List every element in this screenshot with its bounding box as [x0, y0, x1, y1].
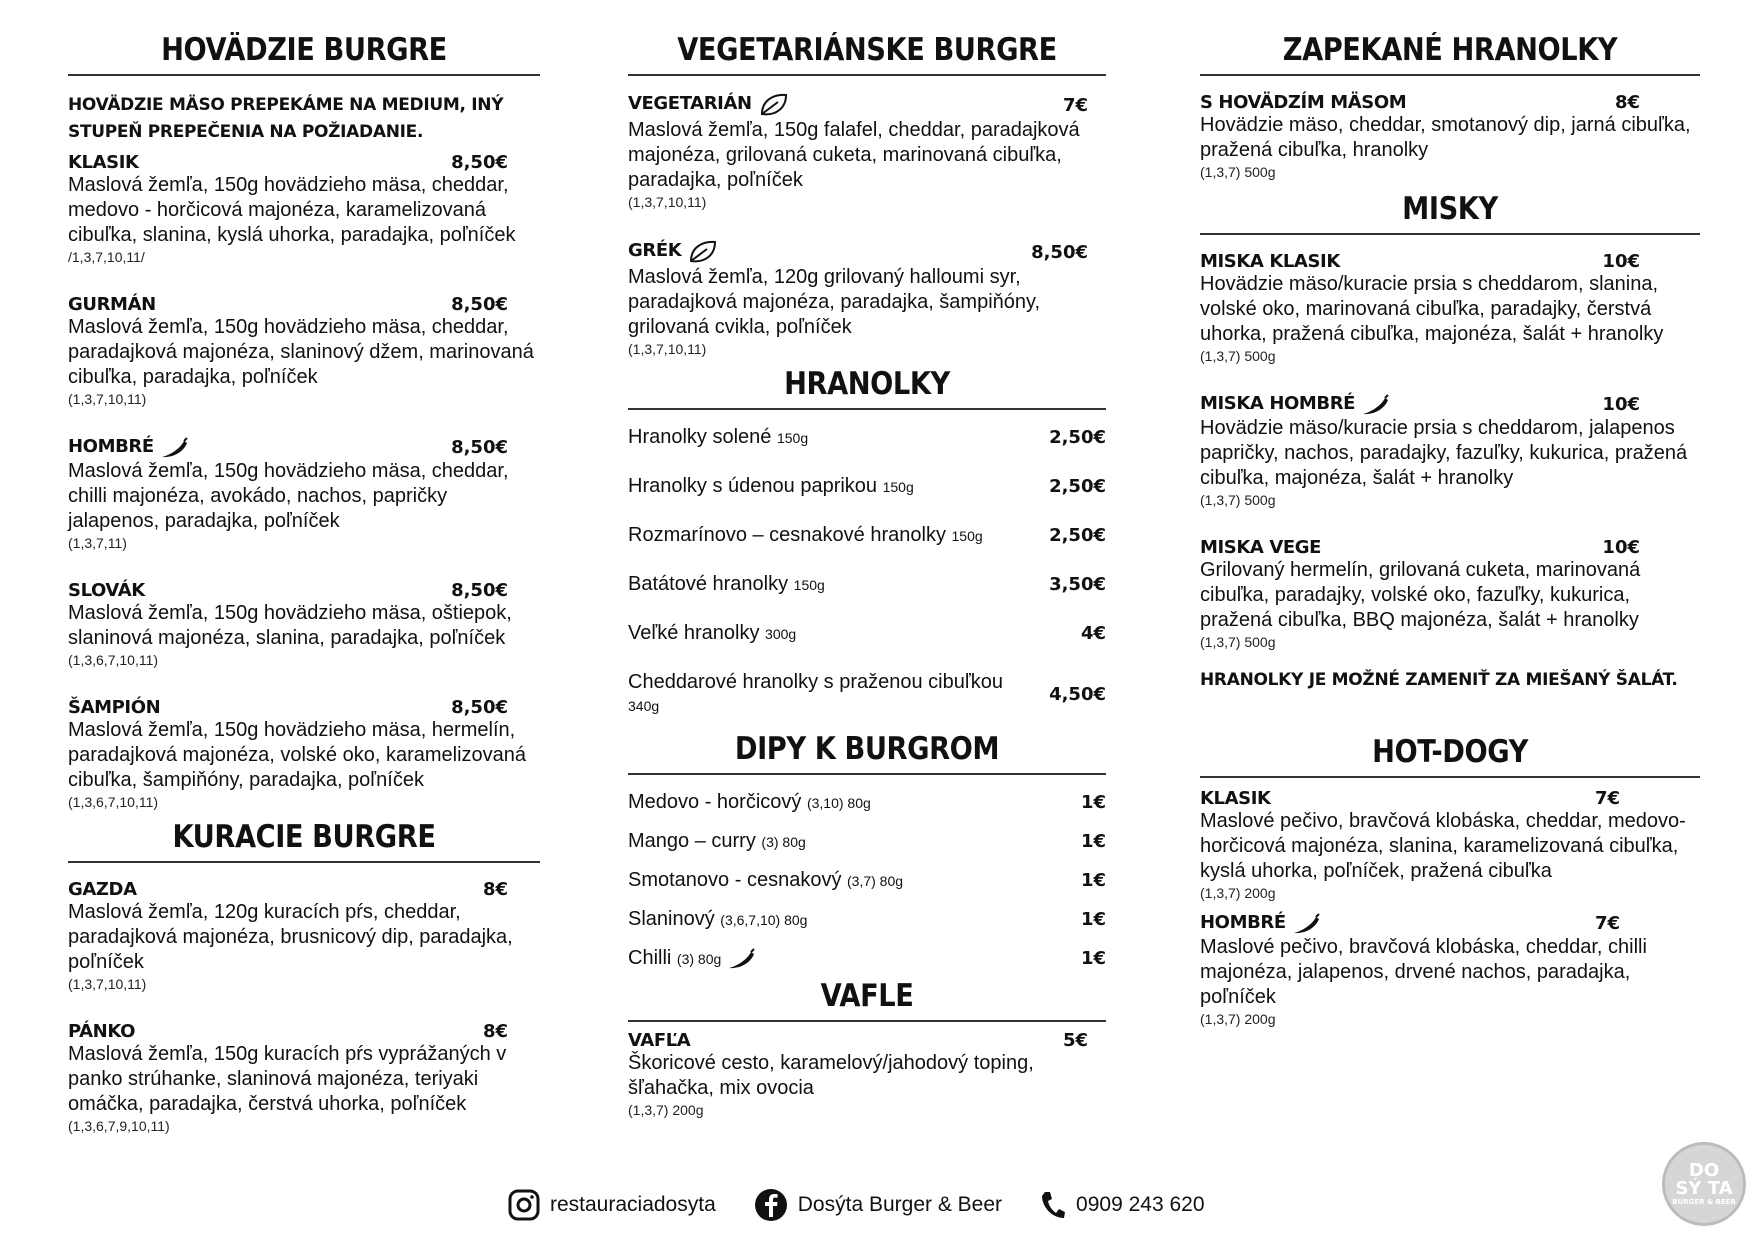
- item-price: 8,50€: [1031, 241, 1088, 263]
- bowls-note: HRANOLKY JE MOŽNÉ ZAMENIŤ ZA MIEŠANÝ ŠALÁT.: [1200, 669, 1678, 690]
- item-allergens: (1,3,7,11): [68, 534, 127, 551]
- divider: [1200, 776, 1700, 778]
- baked-title: ZAPEKANÉ HRANOLKY: [1282, 32, 1618, 68]
- dip-row: [628, 908, 1106, 931]
- menu-item: [68, 879, 540, 993]
- phone-link[interactable]: [1040, 1190, 1204, 1220]
- item-desc: Maslová žemľa, 150g hovädzieho mäsa, cheddar, chilli majonéza, avokádo, nachos, papričky jalapenos, paradajka, poľníček: [68, 459, 509, 532]
- menu-item: [628, 92, 1106, 211]
- row-name: Medovo - horčicový: [628, 791, 802, 813]
- item-name: PÁNKO: [68, 1020, 135, 1042]
- item-price: 5€: [1062, 1030, 1088, 1051]
- fries-row: [628, 524, 1106, 547]
- facebook-name: Dosýta Burger & Beer: [797, 1193, 1003, 1216]
- item-allergens: (1,3,7) 500g: [1200, 164, 1276, 180]
- item-price: 7€: [1062, 94, 1088, 116]
- phone-number: 0909 243 620: [1076, 1193, 1205, 1216]
- row-price: 1€: [1080, 948, 1106, 969]
- row-price: 2,50€: [1049, 476, 1106, 497]
- hotdogs-title: HOT-DOGY: [1372, 733, 1528, 770]
- item-allergens: (1,3,7) 500g: [1200, 348, 1276, 364]
- fries-row: [628, 622, 1106, 645]
- row-price: 1€: [1080, 909, 1106, 930]
- divider: [1200, 233, 1700, 235]
- fries-title: HRANOLKY: [784, 366, 950, 402]
- menu-item: [68, 1021, 540, 1135]
- row-price: 2,50€: [1049, 525, 1106, 546]
- beef-note: HOVÄDZIE MÄSO PREPEKÁME NA MEDIUM, INÝ STUPEŇ PREPEČENIA NA POŽIADANIE.: [68, 95, 504, 142]
- row-name: Hranolky solené: [628, 426, 772, 448]
- item-price: 8,50€: [451, 696, 508, 718]
- dip-row: [628, 869, 1106, 892]
- row-weight: (3,10) 80g: [806, 795, 871, 811]
- item-price: 7€: [1594, 787, 1620, 809]
- item-price: 10€: [1602, 251, 1640, 272]
- item-desc: Maslová žemľa, 150g hovädzieho mäsa, cheddar, paradajková majonéza, slaninový džem, marinovaná cibuľka, paradajka, poľníček: [68, 316, 534, 388]
- dip-row: [628, 830, 1106, 853]
- item-desc: Hovädzie mäso/kuracie prsia s cheddarom, jalapenos papričky, nachos, paradajky, fazuľky, kukurica, pražená cibuľka, majonéza, šalát + hranolky: [1200, 416, 1688, 489]
- item-desc: Maslová žemľa, 150g hovädzieho mäsa, oštiepok, slaninová majonéza, slanina, paradajka, poľníček: [68, 601, 512, 649]
- item-price: 8€: [482, 1020, 508, 1042]
- row-name: Smotanovo - cesnakový: [628, 869, 842, 891]
- menu-item: [68, 697, 540, 811]
- leaf-icon: [758, 92, 790, 118]
- instagram-handle: restauraciadosyta: [550, 1193, 716, 1216]
- row-weight: (3) 80g: [761, 834, 806, 850]
- item-price: 8,50€: [451, 294, 508, 315]
- item-desc: Hovädzie mäso, cheddar, smotanový dip, jarná cibuľka, pražená cibuľka, hranolky: [1200, 114, 1691, 161]
- row-price: 3,50€: [1049, 574, 1106, 595]
- row-weight: 150g: [776, 430, 809, 446]
- row-name: Rozmarínovo – cesnakové hranolky: [628, 524, 946, 546]
- facebook-icon: [754, 1188, 788, 1222]
- chili-icon: [1361, 394, 1391, 416]
- row-name: Batátové hranolky: [628, 573, 789, 595]
- item-name: VEGETARIÁN: [628, 93, 752, 115]
- divider: [68, 74, 540, 76]
- chili-icon: [727, 948, 757, 970]
- chicken-title: KURACIE BURGRE: [172, 818, 436, 855]
- item-price: 8,50€: [451, 579, 508, 601]
- row-price: 2,50€: [1049, 427, 1106, 448]
- row-name: Mango – curry: [628, 830, 756, 852]
- row-price: 1€: [1080, 870, 1106, 891]
- column-right: [1200, 30, 1700, 1056]
- item-allergens: (1,3,7) 200g: [628, 1102, 704, 1118]
- brand-logo: DO SÝ TA BURGER & BEER: [1662, 1142, 1746, 1226]
- fries-row: [628, 475, 1106, 498]
- instagram-link[interactable]: [508, 1189, 716, 1221]
- veg-title: VEGETARIÁNSKE BURGRE: [677, 32, 1057, 68]
- item-desc: Maslová žemľa, 150g falafel, cheddar, paradajková majonéza, grilovaná cuketa, marinovaná cibuľka, paradajka, poľníček: [628, 119, 1080, 191]
- row-name: Veľké hranolky: [628, 622, 760, 644]
- item-desc: Maslová žemľa, 150g hovädzieho mäsa, cheddar, medovo - horčicová majonéza, karamelizovaná cibuľka, slanina, kyslá uhorka, paradajka, poľníček: [68, 174, 516, 246]
- waffle-title: VAFLE: [820, 978, 914, 1014]
- dips-title: DIPY K BURGROM: [734, 731, 1000, 767]
- beef-title: HOVÄDZIE BURGRE: [161, 32, 447, 68]
- row-weight: 300g: [765, 626, 797, 642]
- divider: [628, 1020, 1106, 1022]
- item-allergens: (1,3,7,10,11): [68, 391, 147, 407]
- row-name: Hranolky s údenou paprikou: [628, 475, 878, 497]
- item-price: 10€: [1602, 393, 1640, 415]
- item-name: SLOVÁK: [68, 579, 145, 601]
- item-name: GRÉK: [628, 240, 682, 262]
- item-allergens: (1,3,7,10,11): [628, 341, 707, 357]
- item-allergens: (1,3,7) 200g: [1200, 884, 1276, 901]
- facebook-link[interactable]: [754, 1188, 1002, 1222]
- row-price: 4€: [1080, 623, 1106, 644]
- item-name: S HOVÄDZÍM MÄSOM: [1200, 92, 1407, 113]
- bowls-title: MISKY: [1402, 191, 1498, 227]
- row-price: 1€: [1080, 792, 1106, 813]
- item-name: GURMÁN: [68, 294, 156, 315]
- item-price: 7€: [1594, 912, 1620, 934]
- dip-row: [628, 791, 1106, 814]
- item-allergens: (1,3,7) 500g: [1200, 491, 1276, 508]
- menu-item: [68, 580, 540, 669]
- item-allergens: (1,3,6,7,10,11): [68, 793, 159, 810]
- fries-row: [628, 671, 1106, 717]
- row-name: Slaninový: [628, 908, 715, 930]
- item-desc: Škoricové cesto, karamelový/jahodový toping, šľahačka, mix ovocia: [628, 1052, 1034, 1099]
- instagram-icon: [508, 1189, 540, 1221]
- item-allergens: (1,3,6,7,10,11): [68, 651, 159, 668]
- item-name: HOMBRÉ: [1200, 911, 1286, 933]
- row-weight: (3,6,7,10) 80g: [720, 912, 808, 928]
- divider: [68, 861, 540, 863]
- item-name: KLASIK: [1200, 787, 1271, 809]
- row-price: 1€: [1080, 831, 1106, 852]
- item-name: MISKA KLASIK: [1200, 251, 1340, 272]
- row-weight: 340g: [628, 698, 660, 714]
- divider: [1200, 74, 1700, 76]
- footer: [508, 1188, 1243, 1222]
- menu-item: [1200, 788, 1700, 902]
- item-allergens: (1,3,7) 500g: [1200, 633, 1276, 650]
- row-weight: (3) 80g: [676, 951, 722, 967]
- item-name: ŠAMPIÓN: [68, 696, 161, 718]
- divider: [628, 74, 1106, 76]
- item-name: MISKA VEGE: [1200, 536, 1322, 558]
- item-name: HOMBRÉ: [68, 436, 154, 457]
- divider: [628, 408, 1106, 410]
- row-name: Chilli: [628, 947, 672, 969]
- menu-item: [68, 152, 540, 266]
- item-allergens: (1,3,7) 200g: [1200, 1010, 1276, 1027]
- item-desc: Maslová žemľa, 120g grilovaný halloumi syr, paradajková majonéza, paradajka, šampiňóny, grilovaná cvikla, poľníček: [628, 266, 1041, 338]
- row-weight: 150g: [882, 479, 914, 495]
- item-name: VAFĽA: [628, 1030, 691, 1051]
- row-price: 4,50€: [1049, 683, 1106, 705]
- menu-item: [1200, 537, 1700, 651]
- item-desc: Maslová žemľa, 150g hovädzieho mäsa, hermelín, paradajková majonéza, volské oko, karamelizovaná cibuľka, šampiňóny, paradajka, poľníček: [68, 718, 527, 791]
- divider: [628, 773, 1106, 775]
- item-desc: Maslové pečivo, bravčová klobáska, cheddar, medovo-horčicová majonéza, slanina, karamelizovaná cibuľka, kyslá uhorka, poľníček, pražená cibuľka: [1200, 809, 1686, 882]
- item-allergens: (1,3,6,7,9,10,11): [68, 1117, 170, 1134]
- item-price: 8,50€: [451, 436, 508, 458]
- item-price: 8€: [1614, 92, 1640, 113]
- column-left: [68, 30, 540, 1163]
- item-allergens: (1,3,7,10,11): [68, 975, 147, 992]
- item-desc: Maslové pečivo, bravčová klobáska, cheddar, chilli majonéza, jalapenos, drvené nachos, paradajka, poľníček: [1200, 935, 1647, 1008]
- leaf-icon: [687, 239, 719, 265]
- dip-row: [628, 947, 1106, 970]
- chili-icon: [1292, 913, 1322, 935]
- menu-item: [1200, 912, 1700, 1028]
- item-desc: Hovädzie mäso/kuracie prsia s cheddarom, slanina, volské oko, marinovaná cibuľka, paradajky, čerstvá uhorka, pražená cibuľka, majonéza, šalát + hranolky: [1200, 273, 1664, 345]
- menu-item: [68, 294, 540, 408]
- chili-icon: [160, 437, 190, 459]
- item-price: 8,50€: [451, 152, 508, 173]
- menu-item: [628, 239, 1106, 358]
- item-name: KLASIK: [68, 152, 139, 173]
- fries-row: [628, 573, 1106, 596]
- item-allergens: (1,3,7,10,11): [628, 194, 707, 210]
- row-weight: 150g: [951, 528, 983, 544]
- row-name: Cheddarové hranolky s praženou cibuľkou: [628, 671, 1003, 693]
- item-desc: Maslová žemľa, 120g kuracích pŕs, cheddar, paradajková majonéza, brusnicový dip, paradajka, poľníček: [68, 900, 513, 973]
- item-name: GAZDA: [68, 878, 137, 900]
- menu-item: [1200, 393, 1700, 509]
- fries-row: [628, 426, 1106, 449]
- menu-item: [68, 436, 540, 552]
- column-middle: [628, 30, 1106, 1147]
- row-weight: (3,7) 80g: [847, 873, 904, 889]
- row-weight: 150g: [793, 577, 825, 593]
- item-desc: Maslová žemľa, 150g kuracích pŕs vyprážaných v panko strúhanke, slaninová majonéza, teriyaki omáčka, paradajka, čerstvá uhorka, poľníček: [68, 1042, 507, 1115]
- item-price: 8€: [482, 878, 508, 900]
- item-price: 10€: [1602, 536, 1640, 558]
- item-desc: Grilovaný hermelín, grilovaná cuketa, marinovaná cibuľka, paradajky, volské oko, fazuľky, kukurica, pražená cibuľka, BBQ majonéza, šalát + hranolky: [1200, 558, 1641, 631]
- menu-item: [1200, 251, 1700, 365]
- phone-icon: [1040, 1190, 1066, 1220]
- menu-item: [628, 1030, 1106, 1119]
- item-allergens: /1,3,7,10,11/: [68, 249, 145, 265]
- menu-item: [1200, 92, 1700, 181]
- item-name: MISKA HOMBRÉ: [1200, 393, 1356, 414]
